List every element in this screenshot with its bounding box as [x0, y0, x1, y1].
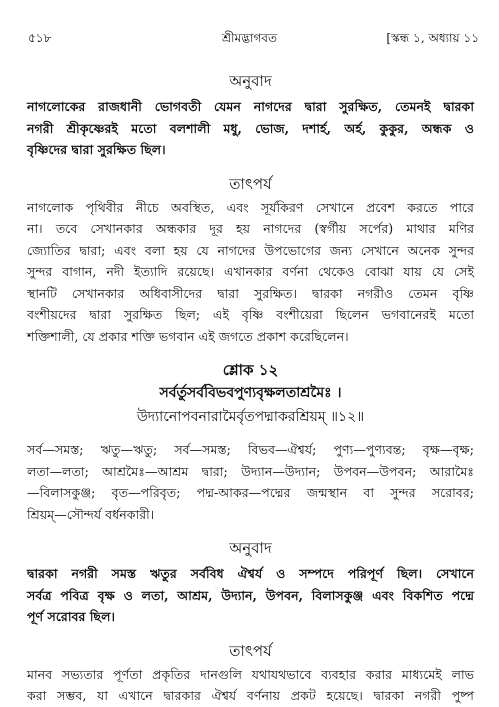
purport-line: করা সম্ভব, যা এখানে দ্বারকার ঐশ্বর্য বর্ণনায় প্রকট হয়েছে। দ্বারকা নগরী পুষ্প — [27, 688, 474, 703]
synonyms-line: —বিলাসকুঞ্জ; বৃত—পরিবৃত; পদ্ম-আকর—পদ্মের জন্মস্থান বা সুন্দর সরোবর; — [27, 485, 474, 500]
purport-line: নাগলোক পৃথিবীর নীচে অবস্থিত, এবং সূর্যকিরণ সেখানে প্রবেশ করতে পারে — [27, 199, 474, 215]
translation-line: বৃষ্ণিদের দ্বারা সুরক্ষিত ছিল। — [27, 142, 166, 157]
translation-line: নগরী শ্রীকৃষ্ণেরই মতো বলশালী মধু, ভোজ, দশার্হ, অর্হ, কুকুর, অন্ধক ও — [27, 120, 474, 136]
translation-line: পূর্ণ সরোবর ছিল। — [27, 609, 115, 624]
page-header — [0, 30, 499, 52]
book-title: শ্রীমদ্ভাগবত — [221, 31, 277, 45]
synonyms-line: লতা—লতা; আশ্রমৈঃ—আশ্রম দ্বারা; উদ্যান—উদ্যান; উপবন—উপবন; আরামৈঃ — [27, 463, 474, 479]
translation-line: দ্বারকা নগরী সমস্ত ঋতুর সর্ববিধ ঐশ্বর্য ও সম্পদে পরিপূর্ণ ছিল। সেখানে — [27, 566, 474, 581]
purport-heading: তাৎপর্য — [229, 174, 272, 193]
page-number: ৫১৮ — [28, 31, 52, 45]
verse-line: সর্বর্তুসর্ববিভবপুণ্যবৃক্ষলতাশ্রমৈঃ । — [159, 385, 342, 401]
purport-line: বংশীয়দের দ্বারা সুরক্ষিত ছিল; এই বৃষ্ণি বংশীয়েরা ছিলেন ভগবানেরই মতো — [27, 307, 474, 322]
purport-line: না। তবে সেখানকার অন্ধকার দূর হয় নাগদের (স্বর্গীয় সর্পের) মাথার মণির — [27, 221, 474, 236]
chapter-reference: [স্কন্ধ ১, অধ্যায় ১১ — [386, 31, 479, 45]
purport-line: শক্তিশালী, যে প্রকার শক্তি ভগবান এই জগতে প্রকাশ করেছিলেন। — [27, 328, 349, 344]
verse-heading: শ্লোক ১২ — [222, 361, 279, 379]
translation-heading: অনুবাদ — [229, 72, 272, 90]
purport-line: সুন্দর বাগান, নদী ইত্যাদি রয়েছে। এখানকার বর্ণনা থেকেও বোঝা যায় যে সেই — [27, 264, 474, 279]
purport-line: মানব সভ্যতার পূর্ণতা প্রকৃতির দানগুলি যথাযথভাবে ব্যবহার করার মাধ্যমেই লাভ — [27, 666, 474, 682]
purport-heading: তাৎপর্য — [229, 641, 272, 660]
translation-heading: অনুবাদ — [229, 539, 272, 557]
translation-line: নাগলোকের রাজধানী ভোগবতী যেমন নাগদের দ্বারা সুরক্ষিত, তেমনই দ্বারকা — [27, 99, 474, 114]
page-content — [27, 70, 474, 707]
verse-line: উদ্যানোপবনারামৈর্বৃতপদ্মাকরশ্রিয়ম্ ॥১২॥ — [136, 409, 365, 425]
purport-line: জ্যোতির দ্বারা; এবং বলা হয় যে নাগদের উপভোগের জন্য সেখানে অনেক সুন্দর — [27, 242, 474, 258]
purport-line: স্থানটি সেখানকার অধিবাসীদের দ্বারা সুরক্ষিত। দ্বারকা নগরীও তেমন বৃষ্ণি — [27, 285, 474, 301]
translation-line: সর্বত্র পবিত্র বৃক্ষ ও লতা, আশ্রম, উদ্যান, উপবন, বিলাসকুঞ্জ এবং বিকশিত পদ্মে — [27, 587, 474, 603]
synonyms-line: সর্ব—সমস্ত; ঋতু—ঋতু; সর্ব—সমস্ত; বিভব—ঐশ্বর্য; পুণ্য—পুণ্যবন্ত; বৃক্ষ—বৃক্ষ; — [27, 442, 474, 457]
synonyms-line: শ্রিয়ম্—সৌন্দর্য বর্ধনকারী। — [27, 506, 155, 522]
